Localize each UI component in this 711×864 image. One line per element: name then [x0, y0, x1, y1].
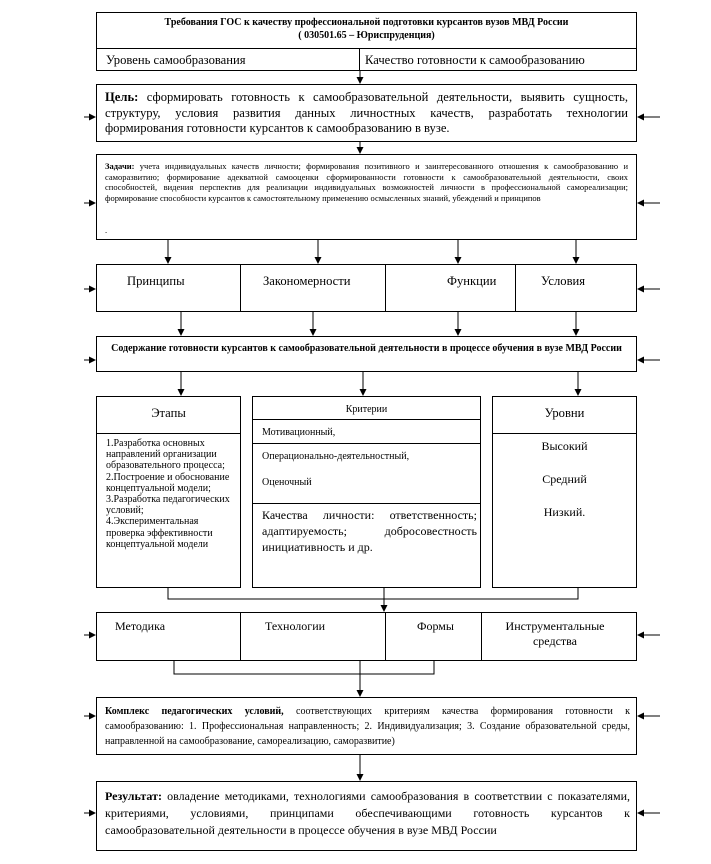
technologies-cell: Технологии	[265, 619, 326, 633]
level-low: Низкий.	[543, 505, 586, 519]
tasks-body: учета индивидуальных качеств личности; формирования позитивного и заинтересованного отношения к самообразованию и саморазвитию; формирование адекватной самооценки сформированности готовности к самообразовательной деятельности, своих способностей, видения перспектив для реализации индивидуальных возможностей личности в профессиональной самореализации; формирование способности курсантов к самостоятельному применению осмысленных знаний, убеждений и принципов	[105, 161, 628, 203]
gos-title: Требования ГОС к качеству профессиональной подготовки курсантов вузов МВД России	[164, 17, 569, 28]
pedagogical-conditions-body: соответствующих критериям качества формирования готовности к самообразованию: 1. Профессиональная направленность; 2. Индивидуализация; 3. Создание образовательной среды, направленной на самообразование, самореализацию, саморазвитие)	[105, 706, 631, 747]
level-high: Высокий	[541, 439, 588, 453]
level-medium: Средний	[542, 472, 587, 486]
conditions-cell: Условия	[541, 274, 586, 288]
goal-body: сформировать готовность к самообразовательной деятельности, выявить сущность, структуру, условия развития данных личностных качеств, разработать технологии формирования готовности курсантов к самообразованию в вузе.	[105, 90, 628, 135]
criterion-personal-qualities: Качества личности: ответственность; адаптируемость; добросовестность инициативность и др.	[262, 508, 477, 554]
goal-label: Цель:	[105, 90, 139, 104]
criterion-operational: Операционально-деятельностный,	[262, 451, 410, 462]
stage-item: 2.Построение и обоснование концептуальной модели;	[106, 471, 230, 494]
functions-cell: Функции	[447, 274, 497, 288]
result-body: овладение методиками, технологиями самообразования в соответствии с показателями, критериями, условиями, принципами обеспечивающими готовность курсантов к самообразовательной деятельности в процессе обучения в вузе МВД России	[105, 789, 630, 837]
criteria-title: Критерии	[345, 404, 388, 415]
self-education-readiness-cell: Качество готовности к самообразованию	[365, 53, 585, 67]
methods-merge-line	[174, 661, 434, 674]
stage-item: 1.Разработка основных направлений организации образовательного процесса;	[106, 438, 225, 472]
criterion-motivational: Мотивационный,	[262, 427, 336, 438]
levels-title: Уровни	[544, 406, 585, 420]
tasks-trailing: .	[105, 225, 108, 235]
instruments-cell: Инструментальные средства	[505, 619, 605, 648]
stages-title: Этапы	[151, 406, 186, 420]
tasks-label: Задачи:	[105, 161, 135, 171]
readiness-content-text: Содержание готовности курсантов к самообразовательной деятельности в процессе обучения в вузе МВД России	[111, 343, 622, 354]
pedagogical-conditions-label: Комплекс педагогических условий,	[105, 706, 284, 717]
stage-item: 3.Разработка педагогических условий;	[106, 494, 230, 517]
criterion-evaluative: Оценочный	[262, 477, 312, 488]
stage-item: 4.Экспериментальная проверка эффективности концептуальной модели	[106, 516, 213, 550]
principles-cell: Принципы	[127, 274, 185, 288]
columns-merge-line	[168, 588, 578, 599]
gos-specialty: ( 030501.65 – Юриспруденция)	[298, 30, 435, 41]
result-label: Результат:	[105, 789, 163, 803]
methodology-cell: Методика	[115, 619, 166, 633]
self-education-level-cell: Уровень самообразования	[106, 53, 246, 67]
regularities-cell: Закономерности	[263, 274, 351, 288]
forms-cell: Формы	[417, 619, 454, 633]
